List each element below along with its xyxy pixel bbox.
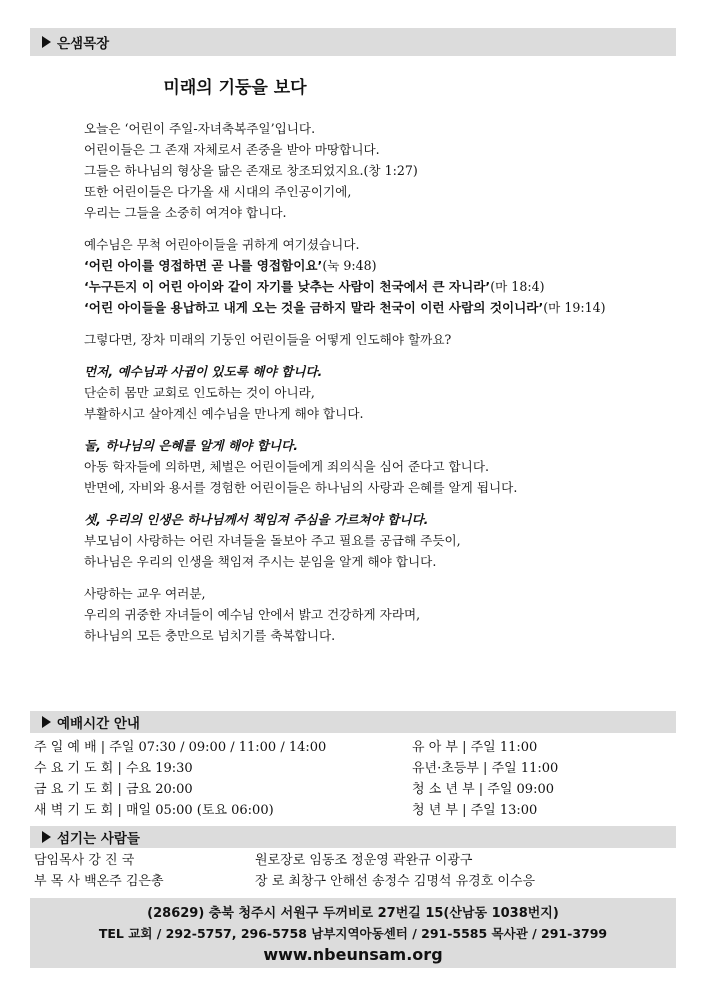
paragraph-intro	[84, 118, 674, 223]
paragraph-point3	[84, 509, 674, 572]
point-heading: 셋, 우리의 인생은 하나님께서 책임져 주심을 가르쳐야 합니다.	[84, 512, 429, 527]
section-header-servants	[30, 826, 676, 848]
schedule-right: 청 소 년 부 | 주일 09:00	[412, 782, 554, 797]
text-line: 어린이들은 그 존재 자체로서 존중을 받아 마땅합니다.	[84, 142, 380, 157]
text-line: 그렇다면, 장차 미래의 기둥인 어린이들을 어떻게 인도해야 할까요?	[84, 332, 452, 347]
section-header-worship	[30, 711, 676, 733]
triangle-right-icon	[42, 716, 51, 728]
text-line: 하나님은 우리의 인생을 책임져 주시는 분임을 알게 해야 합니다.	[84, 554, 437, 569]
section-label: 은샘목장	[57, 36, 110, 52]
worship-schedule	[34, 737, 674, 821]
text-line: 예수님은 무척 어린아이들을 귀하게 여기셨습니다.	[84, 237, 360, 252]
text-line: 또한 어린이들은 다가올 새 시대의 주인공이기에,	[84, 184, 352, 199]
schedule-row	[34, 779, 674, 800]
quote-reference: (마 18:4)	[490, 279, 545, 294]
quote-reference: (눅 9:48)	[322, 258, 377, 273]
article-title: 미래의 기둥을 보다	[163, 78, 307, 98]
quote-text: ‘어린 아이를 영접하면 곧 나를 영접함이요’	[84, 258, 323, 273]
paragraph-closing	[84, 583, 674, 646]
schedule-right: 유 아 부 | 주일 11:00	[412, 740, 538, 755]
scripture-quote	[84, 276, 674, 297]
text-line: 그들은 하나님의 형상을 닮은 존재로 창조되었지요.(창 1:27)	[84, 163, 418, 178]
triangle-right-icon	[42, 831, 51, 843]
quote-text: ‘누구든지 이 어린 아이와 같이 자기를 낮추는 사람이 천국에서 큰 자니라’	[84, 279, 491, 294]
text-line: 우리의 귀중한 자녀들이 예수님 안에서 밝고 건강하게 자라며,	[84, 607, 421, 622]
text-line: 사랑하는 교우 여러분,	[84, 586, 206, 601]
text-line: 우리는 그들을 소중히 여겨야 합니다.	[84, 205, 287, 220]
servants-right: 원로장로 임동조 정운영 곽완규 이광구	[255, 853, 473, 868]
text-line: 부활하시고 살아계신 예수님을 만나게 해야 합니다.	[84, 406, 364, 421]
servants-row	[34, 850, 674, 871]
servants-left: 담임목사 강 진 국	[34, 853, 135, 868]
servants-row	[34, 871, 674, 892]
church-contacts: TEL 교회 / 292-5757, 296-5758 남부지역아동센터 / 291-5585 목사관 / 291-3799	[98, 926, 608, 941]
paragraph-question	[84, 329, 674, 350]
schedule-row	[34, 758, 674, 779]
quote-reference: (마 19:14)	[543, 300, 606, 315]
section-label: 섬기는 사람들	[57, 831, 140, 847]
point-heading: 먼저, 예수님과 사귐이 있도록 해야 합니다.	[84, 364, 323, 379]
schedule-left: 주 일 예 배 | 주일 07:30 / 09:00 / 11:00 / 14:00	[34, 740, 327, 755]
section-header-eunsaem	[30, 28, 676, 56]
paragraph-point1	[84, 361, 674, 424]
scripture-quote	[84, 297, 674, 318]
schedule-right: 청 년 부 | 주일 13:00	[412, 803, 538, 818]
text-line: 하나님의 모든 충만으로 넘치기를 축복합니다.	[84, 628, 336, 643]
scripture-quote	[84, 255, 674, 276]
schedule-row	[34, 737, 674, 758]
quote-text: ‘어린 아이들을 용납하고 내게 오는 것을 금하지 말라 천국이 이런 사람의 것이니라’	[84, 300, 544, 315]
church-address: (28629) 충북 청주시 서원구 두꺼비로 27번길 15(산남동 1038번지)	[147, 906, 559, 921]
servants-left: 부 목 사 백온주 김은총	[34, 874, 164, 889]
paragraph-point2	[84, 435, 674, 498]
text-line: 단순히 몸만 교회로 인도하는 것이 아니라,	[84, 385, 315, 400]
text-line: 부모님이 사랑하는 어린 자녀들을 돌보아 주고 필요를 공급해 주듯이,	[84, 533, 461, 548]
schedule-left: 수 요 기 도 회 | 수요 19:30	[34, 761, 193, 776]
schedule-row	[34, 800, 674, 821]
triangle-right-icon	[42, 36, 51, 48]
text-line: 오늘은 ‘어린이 주일-자녀축복주일’입니다.	[84, 121, 316, 136]
message-body	[84, 118, 674, 657]
paragraph-jesus	[84, 234, 674, 318]
section-label: 예배시간 안내	[57, 716, 140, 732]
text-line: 반면에, 자비와 용서를 경험한 어린이들은 하나님의 사랑과 은혜를 알게 됩니다.	[84, 480, 518, 495]
schedule-right: 유년·초등부 | 주일 11:00	[412, 761, 559, 776]
schedule-left: 새 벽 기 도 회 | 매일 05:00 (토요 06:00)	[34, 803, 274, 818]
church-website[interactable]: www.nbeunsam.org	[263, 945, 443, 964]
servants-list	[34, 850, 674, 892]
text-line: 아동 학자들에 의하면, 체벌은 어린이들에게 죄의식을 심어 준다고 합니다.	[84, 459, 489, 474]
point-heading: 둘, 하나님의 은혜를 알게 해야 합니다.	[84, 438, 298, 453]
schedule-left: 금 요 기 도 회 | 금요 20:00	[34, 782, 193, 797]
church-footer	[30, 898, 676, 968]
servants-right: 장 로 최창구 안해선 송정수 김명석 유경호 이수응	[255, 874, 536, 889]
